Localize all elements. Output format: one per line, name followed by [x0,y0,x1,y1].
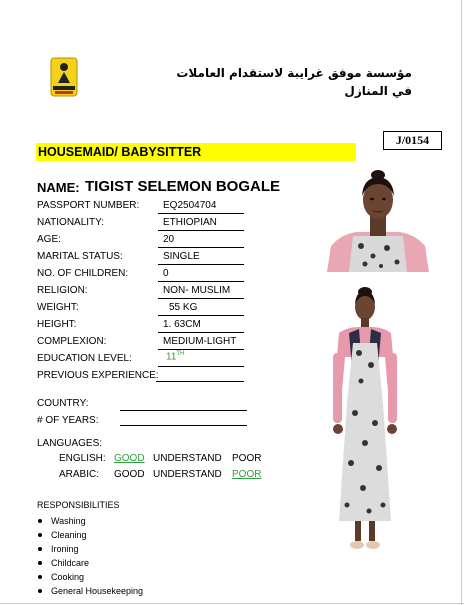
english-good: GOOD [114,453,145,464]
height-label: HEIGHT: [37,319,77,330]
marital-status-underline [158,264,244,265]
previous-experience-label: PREVIOUS EXPERIENCE: [37,370,159,381]
responsibility-item: General Housekeeping [38,586,143,596]
bullet-icon [38,547,42,551]
english-poor: POOR [232,453,262,464]
bullet-icon [38,561,42,565]
height-value: 1. 63CM [163,319,201,330]
religion-label: RELIGION: [37,285,88,296]
weight-label: WEIGHT: [37,302,79,313]
children-label: NO. OF CHILDREN: [37,268,129,279]
full-length-photo [325,283,405,553]
languages-label: LANGUAGES: [37,438,103,449]
position-title: HOUSEMAID/ BABYSITTER [36,143,356,161]
age-label: AGE: [37,234,61,245]
arabic-poor: POOR [232,469,262,480]
years-label: # OF YEARS: [37,415,99,426]
children-value: 0 [163,268,169,279]
passport-underline [158,213,244,214]
complexion-value: MEDIUM-LIGHT [163,336,237,347]
responsibilities-title: RESPONSIBILITIES [37,500,120,510]
page-border-bottom [0,603,464,604]
portrait-photo [327,166,429,272]
country-underline [120,410,247,411]
bullet-icon [38,519,42,523]
english-understand: UNDERSTAND [153,453,222,464]
complexion-underline [158,349,244,350]
responsibility-item: Cleaning [38,530,87,540]
bullet-icon [38,533,42,537]
arabic-label: ARABIC: [59,469,100,480]
complexion-label: COMPLEXION: [37,336,107,347]
age-value: 20 [163,234,175,245]
religion-underline [158,298,244,299]
responsibility-item: Ironing [38,544,79,554]
education-value: 11TH [166,351,185,363]
responsibility-item: Cooking [38,572,84,582]
years-underline [120,425,247,426]
weight-underline [158,315,244,316]
passport-value: EQ2504704 [163,200,217,211]
religion-value: NON- MUSLIM [163,285,231,296]
english-label: ENGLISH: [59,453,106,464]
height-underline [158,332,244,333]
marital-status-value: SINGLE [163,251,200,262]
agency-name-line1: مؤسسة موفق غرايبة لاستقدام العاملات [176,66,412,80]
responsibility-item: Washing [38,516,86,526]
education-value-suffix: TH [176,351,185,357]
children-underline [158,281,244,282]
page-border-right [461,0,462,605]
marital-status-label: MARITAL STATUS: [37,251,123,262]
arabic-good: GOOD [114,469,145,480]
responsibility-item: Childcare [38,558,89,568]
bullet-icon [38,589,42,593]
name-value: TIGIST SELEMON BOGALE [85,178,281,195]
passport-label: PASSPORT NUMBER: [37,200,140,211]
nationality-value: ETHIOPIAN [163,217,217,228]
nationality-label: NATIONALITY: [37,217,105,228]
bullet-icon [38,575,42,579]
agency-logo [50,57,78,97]
education-label: EDUCATION LEVEL: [37,353,132,364]
age-underline [158,247,244,248]
agency-name-line2: في المنازل [344,84,412,98]
country-label: COUNTRY: [37,398,89,409]
weight-value: 55 KG [169,302,198,313]
education-underline [158,366,244,367]
previous-experience-underline [156,381,244,382]
nationality-underline [158,230,244,231]
name-label: NAME: [37,180,80,195]
reference-number: J/0154 [383,131,442,150]
arabic-understand: UNDERSTAND [153,469,222,480]
